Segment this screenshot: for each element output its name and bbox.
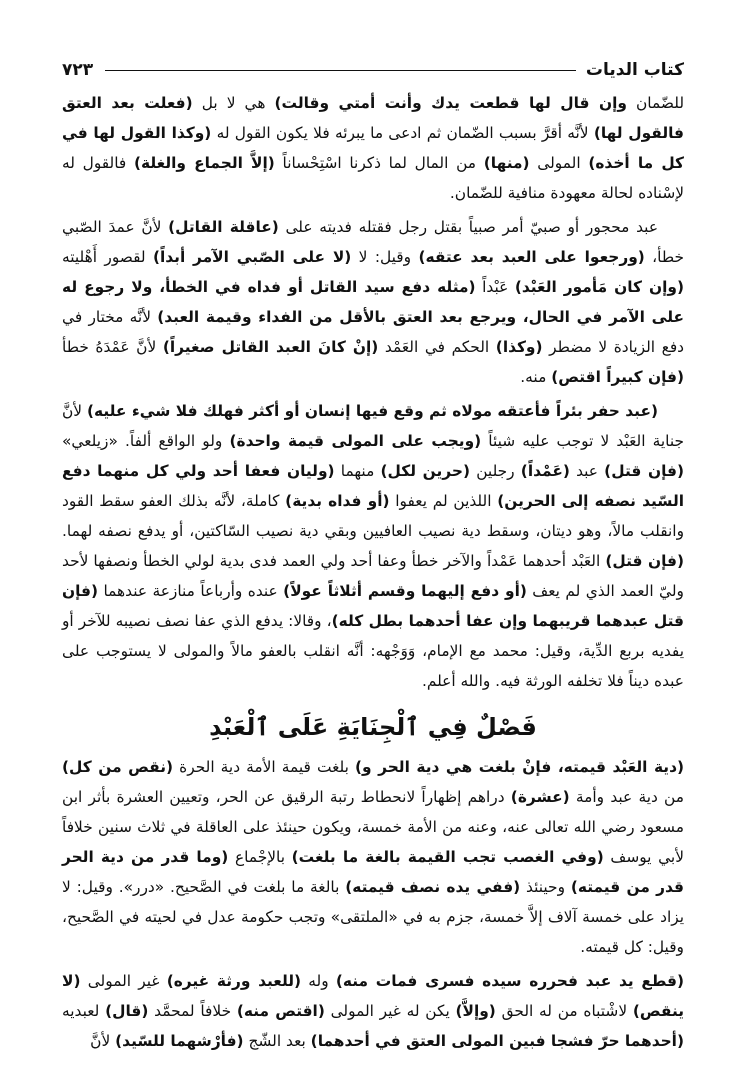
paragraph — [62, 752, 684, 962]
bold-matn-text: (قال) — [105, 1002, 149, 1020]
bold-matn-text: (وكذا) — [495, 338, 543, 356]
bold-matn-text: (مثله دفع سيد القاتل أو فداه في الخطأ، ولا رجوع له على الآمر في الحال، ويرجع بعد العتق بالأقل من الفداء وقيمة العبد) — [62, 278, 684, 326]
bold-matn-text: (اقتص منه) — [236, 1002, 325, 1020]
bold-matn-text: (دية العَبْد قيمته، فإنْ بلغت هي دية الحر و) — [354, 758, 684, 776]
bold-matn-text: (فإن قتل) — [605, 552, 684, 570]
bold-matn-text: (وإلاَّ) — [455, 1002, 496, 1020]
bold-matn-text: (عَمْداً) — [520, 462, 570, 480]
commentary-text: كاملة، لأنَّه بذلك العفو سقط القود وانقلب مالاً، وهو ديتان، وسقط دية نصيب العافيين وبقي دية نصيب السّاكتين، أو يدفع نصفه لهما. — [62, 492, 684, 540]
bold-matn-text: (لا ينقص) — [62, 972, 685, 1020]
commentary-text: للضّمان — [626, 94, 685, 112]
bold-matn-text: (قطع يد عبد فحرره سيده فسرى فمات منه) — [335, 972, 684, 990]
commentary-text: من المال لما ذكرنا اسْتِحْساناً — [274, 154, 484, 172]
bold-matn-text: (أحدهما حرّ فشجا فبين المولى العتق في أحدهما) — [310, 1032, 684, 1050]
commentary-text: وقيل: لا — [351, 248, 419, 266]
commentary-text: الحكم في العَمْد — [378, 338, 496, 356]
paragraph — [62, 212, 684, 392]
bold-matn-text: (عاقلة القاتل) — [168, 218, 279, 236]
commentary-text: لاشْتباه من له الحق — [495, 1002, 633, 1020]
commentary-text: بلغت قيمة الأمة دية الحرة — [173, 758, 355, 776]
bold-matn-text: (فإن قتل) — [604, 462, 684, 480]
bold-matn-text: (ورجعوا على العبد بعد عتقه) — [418, 248, 645, 266]
commentary-text: لأنَّ عمدَ الصّبي خطأ، — [62, 218, 684, 266]
commentary-text: وله — [301, 972, 336, 990]
commentary-text: يكن له غير المولى — [324, 1002, 456, 1020]
commentary-text: غير المولى — [80, 972, 167, 990]
bold-matn-text: (فعلت بعد العتق فالقول لها) — [62, 94, 685, 142]
commentary-text: عبد محجور أو صبيّ أمر صبياً بقتل رجل فقتله فديته على — [278, 218, 659, 236]
commentary-text: لقصور أَهْليته — [62, 248, 153, 266]
bold-matn-text: (عشرة) — [510, 788, 570, 806]
running-header — [62, 48, 684, 80]
paragraph — [62, 396, 684, 696]
bold-matn-text: (وليان فعفا أحد ولي كل منهما دفع السّيد نصفه إلى الحرين) — [62, 462, 685, 510]
text-body — [62, 88, 684, 1060]
commentary-text: عبد — [569, 462, 605, 480]
commentary-text: ولو الواقع ألفاً. «زيلعي» — [62, 432, 230, 450]
bold-matn-text: (أو فداه بدية) — [285, 492, 390, 510]
commentary-text: بالإجْماع — [228, 848, 292, 866]
commentary-text: اللذين لم يعفوا — [389, 492, 498, 510]
bold-matn-text: (وكذا القول لها في كل ما أخذه) — [62, 124, 685, 172]
bold-matn-text: وإن قال لها قطعت يدك وأنت أمتي وقالت) — [274, 94, 627, 112]
commentary-text: منهما — [334, 462, 381, 480]
commentary-text: المولى — [529, 154, 589, 172]
bold-matn-text: (فإن كبيراً اقتص) — [551, 368, 684, 386]
header-rule — [105, 70, 576, 71]
commentary-text: ، وقالا: يدفع الذي عفا نصف نصيبه للآخر أو يفديه بربع الدِّية، وقيل: محمد مع الإمام، وَوَجْهه: أنَّه انقلب بالعفو مالاً والمولى لا يستوجب على عبده ديناً فلا تخلفه الورثة فيه. والله أعلم. — [62, 612, 684, 690]
commentary-text: عَبْداً — [475, 278, 515, 296]
commentary-text: لأنَّ — [90, 1032, 116, 1050]
commentary-text: رجلين — [470, 462, 521, 480]
page-number: ٧٢٣ — [62, 60, 94, 80]
commentary-text: عنده وأرباعاً منازعة عندهما — [98, 582, 284, 600]
bold-matn-text: (وفي الغصب تجب القيمة بالغة ما بلغت) — [291, 848, 604, 866]
commentary-text: لأنَّه أقرَّ بسبب الضّمان ثم ادعى ما يبرئه فلا يكون القول له — [211, 124, 594, 142]
commentary-text: بعد الشّج — [243, 1032, 311, 1050]
commentary-text: فالقول له لإسْناده لحالة معهودة منافية للضّمان. — [62, 154, 684, 202]
bold-matn-text: (ويجب على المولى قيمة واحدة) — [229, 432, 482, 450]
commentary-text: لأنَّ جناية العَبْد لا توجب عليه شيئاً — [62, 402, 684, 450]
paragraph — [62, 966, 684, 1056]
commentary-text: دراهم إظهاراً لانحطاط رتبة الرقيق عن الحر، وتعيين العشرة بأثر ابن مسعود رضي الله تعالى عنه، وعنه من الأمة خمسة، ويكون حينئذ على العاقلة في ثلاث سنين خلافاً لأبي يوسف — [62, 788, 684, 866]
commentary-text: لعبديه — [62, 1002, 106, 1020]
bold-matn-text: (فإن قتل عبدهما قريبهما وإن عفا أحدهما بطل كله) — [62, 582, 685, 630]
commentary-text: هي لا بل — [192, 94, 275, 112]
commentary-text: لأنَّه مختار في دفع الزيادة لا مضطر — [62, 308, 685, 356]
commentary-text: خلافاً لمحمَّد — [148, 1002, 237, 1020]
bold-matn-text: (فأرْشهما للسّيد) — [115, 1032, 244, 1050]
bold-matn-text: (للعبد ورثة غيره) — [166, 972, 302, 990]
bold-matn-text: (وإن كان مَأمور العَبْد) — [514, 278, 685, 296]
bold-matn-text: (إلاَّ الجماع والغلة) — [134, 154, 275, 172]
commentary-text: لأنَّ عَمْدَهُ خطأ — [62, 338, 163, 356]
commentary-text: وحينئذ — [520, 878, 571, 896]
bold-matn-text: (لا على الصّبي الآمر أبداً) — [152, 248, 352, 266]
commentary-text: من دية عبد وأمة — [569, 788, 684, 806]
bold-matn-text: (عبد حفر بئراً فأعتقه مولاه ثم وقع فيها إنسان أو أكثر فهلك فلا شيء عليه) — [87, 402, 658, 420]
commentary-text: منه. — [520, 368, 552, 386]
bold-matn-text: (إنْ كانَ العبد القاتل صغيراً) — [162, 338, 379, 356]
bold-matn-text: (حرين لكل) — [380, 462, 471, 480]
bold-matn-text: (ففي يده نصف قيمته) — [345, 878, 521, 896]
bold-matn-text: (وما قدر من دية الحر قدر من قيمته) — [62, 848, 684, 896]
bold-matn-text: (أو دفع إليهما وقسم أثلاثاً عولاً) — [283, 582, 527, 600]
paragraph — [62, 88, 684, 208]
bold-matn-text: (نقص من كل) — [62, 758, 174, 776]
commentary-text: العَبْد أحدهما عَمْداً والآخر خطأ وعفا أحد ولي العمد فدى بدية لولي الخطأ ونصفها لأحد وليّ العمد الذي لم يعف — [62, 552, 684, 600]
book-title: كتاب الديات — [585, 60, 684, 80]
commentary-text: بالغة ما بلغت في الصَّحيح. «درر». وقيل: لا يزاد على خمسة آلاف إلاَّ خمسة، جزم به في «الملتقى» وتجب حكومة عدل في لحيته في الصَّحيح، وقيل: كل قيمته. — [62, 878, 684, 956]
section-heading: فَصْلٌ فِي ٱلْجِنَايَةِ عَلَى ٱلْعَبْدِ — [209, 713, 537, 741]
bold-matn-text: (منها) — [483, 154, 530, 172]
